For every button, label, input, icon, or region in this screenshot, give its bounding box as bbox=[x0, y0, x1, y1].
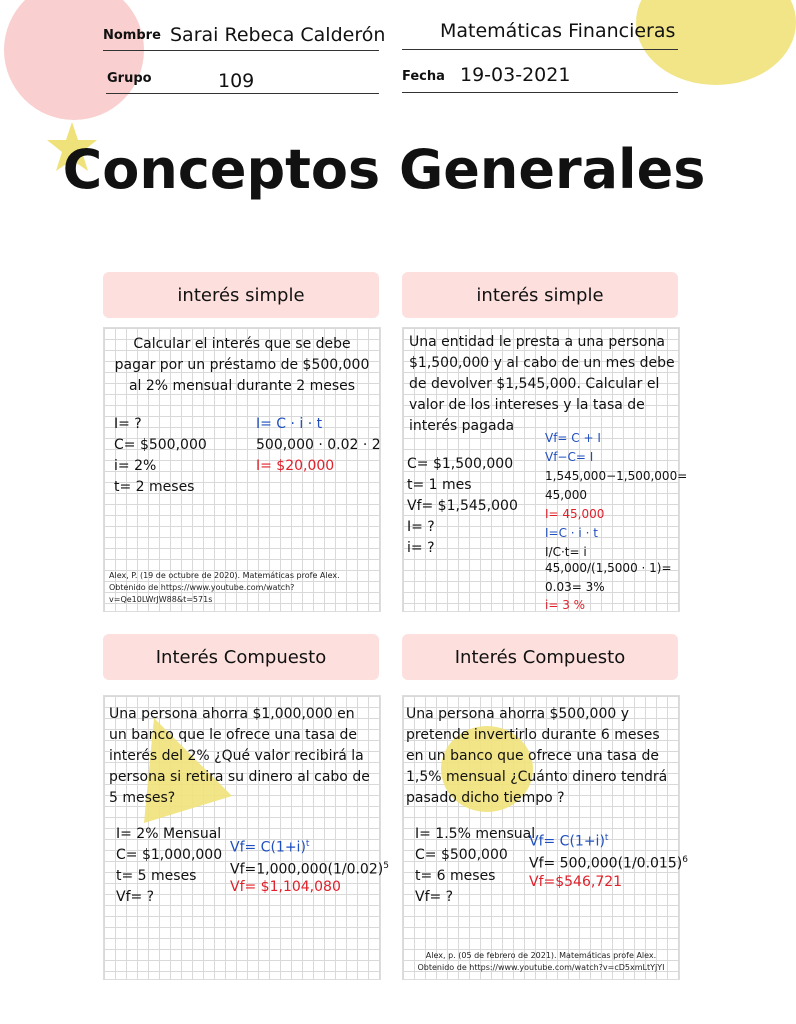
card4-result: Vf=$546,721 bbox=[529, 874, 623, 890]
card2-step: Vf= C + I bbox=[545, 431, 601, 445]
card4-var: C= $500,000 bbox=[415, 847, 508, 863]
grupo-value: 109 bbox=[218, 70, 255, 92]
nombre-value: Sarai Rebeca Calderón bbox=[170, 24, 386, 46]
decorative-yellow-circle bbox=[636, 0, 796, 85]
card2-var: C= $1,500,000 bbox=[407, 456, 514, 472]
materia-value: Matemáticas Financieras bbox=[440, 20, 676, 42]
card4-problem: Una persona ahorra $500,000 y pretende invertirlo durante 6 meses en un banco que ofrece una tasa de 1,5% mensual ¿Cuánto dinero tendrá pasado dicho tiempo ? bbox=[406, 706, 668, 806]
card4-var: I= 1.5% mensual bbox=[415, 826, 536, 842]
card2-step: i= 3 % bbox=[545, 598, 586, 612]
card2-step: I=C · i · t bbox=[545, 526, 598, 540]
card3-var: C= $1,000,000 bbox=[116, 847, 223, 863]
card1-problem: Calcular el interés que se debe pagar por un préstamo de $500,000 al 2% mensual durante 2 meses bbox=[114, 336, 370, 394]
decorative-pink-circle bbox=[4, 0, 144, 120]
card1-var: I= ? bbox=[114, 416, 142, 432]
card1-substitution: 500,000 · 0.02 · 2 bbox=[256, 437, 381, 453]
card3-problem: Una persona ahorra $1,000,000 en un banco que le ofrece una tasa de interés del 2% ¿Qué valor recibirá la persona si retira su dinero al cabo de 5 meses? bbox=[109, 706, 370, 806]
card2-step: I= 45,000 bbox=[545, 507, 605, 521]
card4-heading: Interés Compuesto bbox=[402, 634, 678, 680]
grupo-label: Grupo bbox=[107, 71, 152, 86]
card1-var: i= 2% bbox=[114, 458, 157, 474]
card2-step: 45,000/(1,5000 · 1)= bbox=[545, 561, 672, 575]
card3-formula: $Vf= C(1+i)^t$ bbox=[230, 839, 310, 856]
card2-var: Vf= $1,545,000 bbox=[407, 498, 518, 514]
card1-var: t= 2 meses bbox=[114, 479, 195, 495]
card1-heading: interés simple bbox=[103, 272, 379, 318]
card4-panel bbox=[402, 695, 688, 980]
card2-step: I/C·t= i bbox=[545, 545, 587, 559]
fecha-label: Fecha bbox=[402, 69, 445, 84]
card1-result: I= $20,000 bbox=[256, 458, 335, 474]
card2-panel bbox=[402, 327, 688, 612]
card3-var: Vf= ? bbox=[116, 889, 155, 905]
card3-var: t= 5 meses bbox=[116, 868, 197, 884]
card2-step: 45,000 bbox=[545, 488, 587, 502]
nombre-line bbox=[103, 50, 379, 51]
card2-var: I= ? bbox=[407, 519, 435, 535]
card3-result: Vf= $1,104,080 bbox=[230, 879, 341, 895]
card2-var: t= 1 mes bbox=[407, 477, 472, 493]
card3-panel bbox=[103, 695, 389, 980]
fecha-value: 19-03-2021 bbox=[460, 64, 571, 86]
nombre-label: Nombre bbox=[103, 28, 161, 43]
card1-var: C= $500,000 bbox=[114, 437, 207, 453]
materia-line bbox=[402, 49, 678, 50]
card4-formula: $Vf= C(1+i)^t$ bbox=[529, 833, 609, 850]
fecha-line bbox=[402, 92, 678, 93]
card2-var: i= ? bbox=[407, 540, 435, 556]
card2-step: Vf−C= I bbox=[545, 450, 594, 464]
card3-heading: Interés Compuesto bbox=[103, 634, 379, 680]
card4-substitution: $Vf= 500,000(1/0.015)^6$ bbox=[529, 855, 688, 872]
card1-panel bbox=[103, 327, 381, 612]
card2-step: 0.03= 3% bbox=[545, 580, 605, 594]
card3-var: I= 2% Mensual bbox=[116, 826, 222, 842]
card2-problem: Una entidad le presta a una persona $1,500,000 y al cabo de un mes debe de devolver $1,545,000. Calcular el valor de los intereses y la tasa de interés pagada bbox=[409, 334, 675, 434]
card2-step: 1,545,000−1,500,000= bbox=[545, 469, 688, 483]
card4-reference: Alex, p. (05 de febrero de 2021). Matemáticas profe Alex. Obtenido de https://www.youtube.com/watch?v=cD5xmLtYjYI bbox=[417, 951, 665, 972]
page-title: Conceptos Generales bbox=[62, 138, 706, 201]
card3-substitution: $Vf=1,000,000(1/0.02)^5$ bbox=[230, 861, 389, 878]
card2-heading: interés simple bbox=[402, 272, 678, 318]
card1-formula: I= C · i · t bbox=[256, 416, 323, 432]
card4-var: Vf= ? bbox=[415, 889, 454, 905]
grupo-line bbox=[106, 93, 379, 94]
card1-reference: Alex, P. (19 de octubre de 2020). Matemáticas profe Alex. Obtenido de https://www.youtube.com/watch?v=Qe10LWrJW88&t=571s bbox=[109, 571, 340, 604]
card4-var: t= 6 meses bbox=[415, 868, 496, 884]
